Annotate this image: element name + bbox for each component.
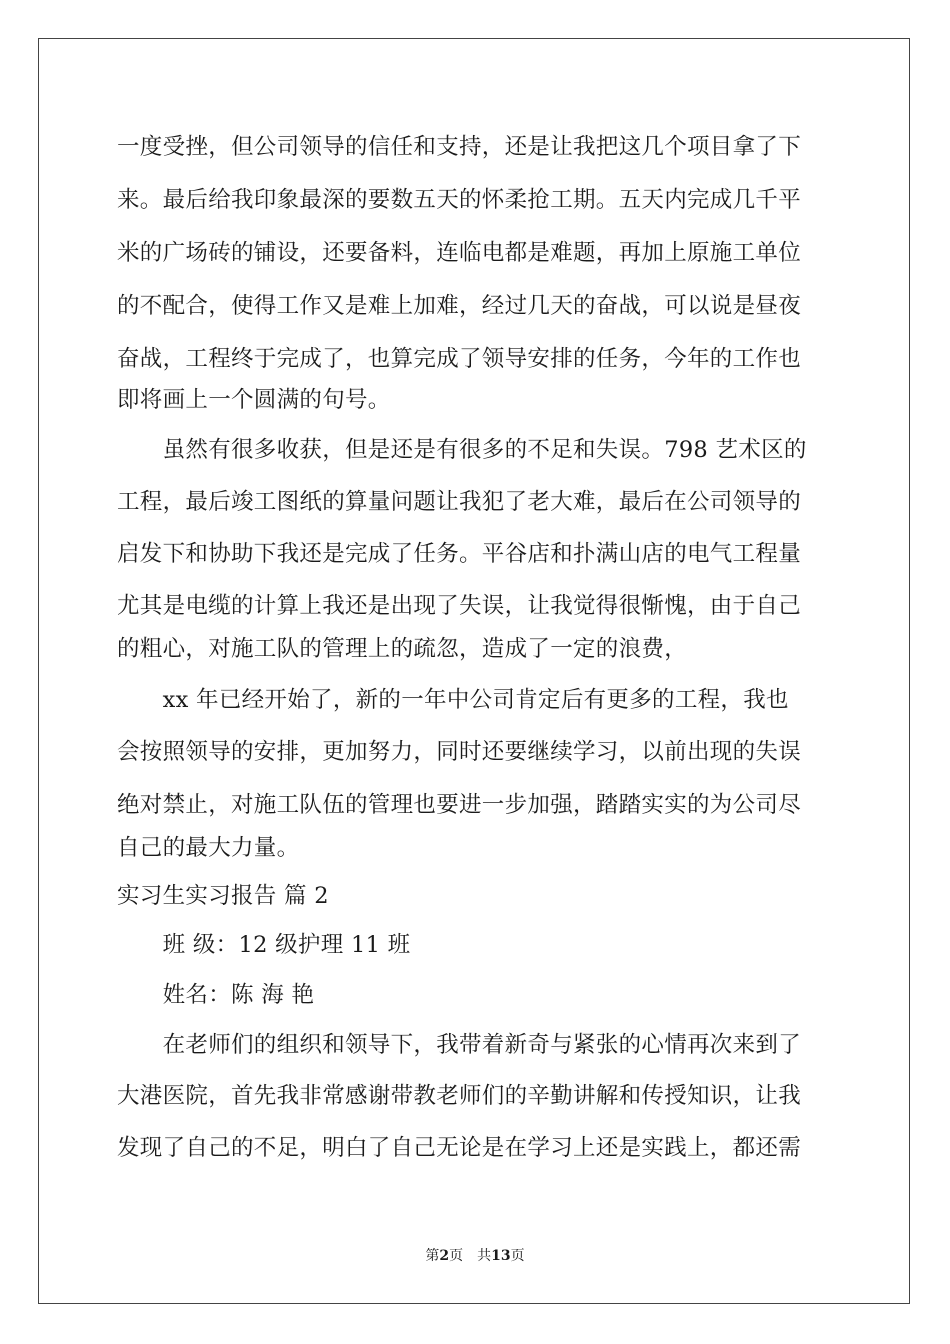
text-line: 米的广场砖的铺设，还要备料，连临电都是难题，再加上原施工单位 (117, 240, 802, 266)
text-line: 来。最后给我印象最深的要数五天的怀柔抢工期。五天内完成几千平 (117, 187, 802, 213)
text-line: 奋战，工程终于完成了，也算完成了领导安排的任务，今年的工作也 (117, 346, 802, 372)
text-line: 虽然有很多收获，但是还是有很多的不足和失误。798 艺术区的 (117, 437, 807, 463)
text-line: 绝对禁止，对施工队伍的管理也要进一步加强，踏踏实实的为公司尽 (117, 792, 802, 818)
text-line: 工程，最后竣工图纸的算量问题让我犯了老大难，最后在公司领导的 (117, 489, 802, 515)
page-border (38, 38, 910, 1304)
name-line: 姓名：陈 海 艳 (117, 982, 315, 1008)
text-line: 在老师们的组织和领导下，我带着新奇与紧张的心情再次来到了 (117, 1032, 802, 1058)
text-line: 一度受挫，但公司领导的信任和支持，还是让我把这几个项目拿了下 (117, 134, 802, 160)
text-line: 启发下和协助下我还是完成了任务。平谷店和扑满山店的电气工程量 (117, 541, 802, 567)
class-line: 班 级：12 级护理 11 班 (117, 932, 411, 958)
text-line: 大港医院，首先我非常感谢带教老师们的辛勤讲解和传授知识，让我 (117, 1083, 802, 1109)
text-line: 会按照领导的安排，更加努力，同时还要继续学习，以前出现的失误 (117, 739, 802, 765)
text-line: 的不配合，使得工作又是难上加难，经过几天的奋战，可以说是昼夜 (117, 293, 802, 319)
footer-suffix: 页 (510, 1248, 525, 1264)
current-page-number: 2 (439, 1248, 450, 1264)
text-line: 尤其是电缆的计算上我还是出现了失误，让我觉得很惭愧，由于自己 (117, 593, 802, 619)
footer-prefix: 第 (425, 1248, 440, 1264)
total-pages-number: 13 (491, 1248, 511, 1264)
page-footer (0, 1247, 950, 1265)
text-line: 的粗心，对施工队的管理上的疏忽，造成了一定的浪费， (117, 636, 688, 662)
text-line: 即将画上一个圆满的句号。 (117, 387, 391, 413)
text-line: xx 年已经开始了，新的一年中公司肯定后有更多的工程，我也 (117, 687, 789, 713)
footer-mid: 页 共 (449, 1248, 492, 1264)
text-line: 自己的最大力量。 (117, 835, 300, 861)
text-line: 发现了自己的不足，明白了自己无论是在学习上还是实践上，都还需 (117, 1135, 802, 1161)
section-heading: 实习生实习报告 篇 2 (117, 883, 329, 909)
